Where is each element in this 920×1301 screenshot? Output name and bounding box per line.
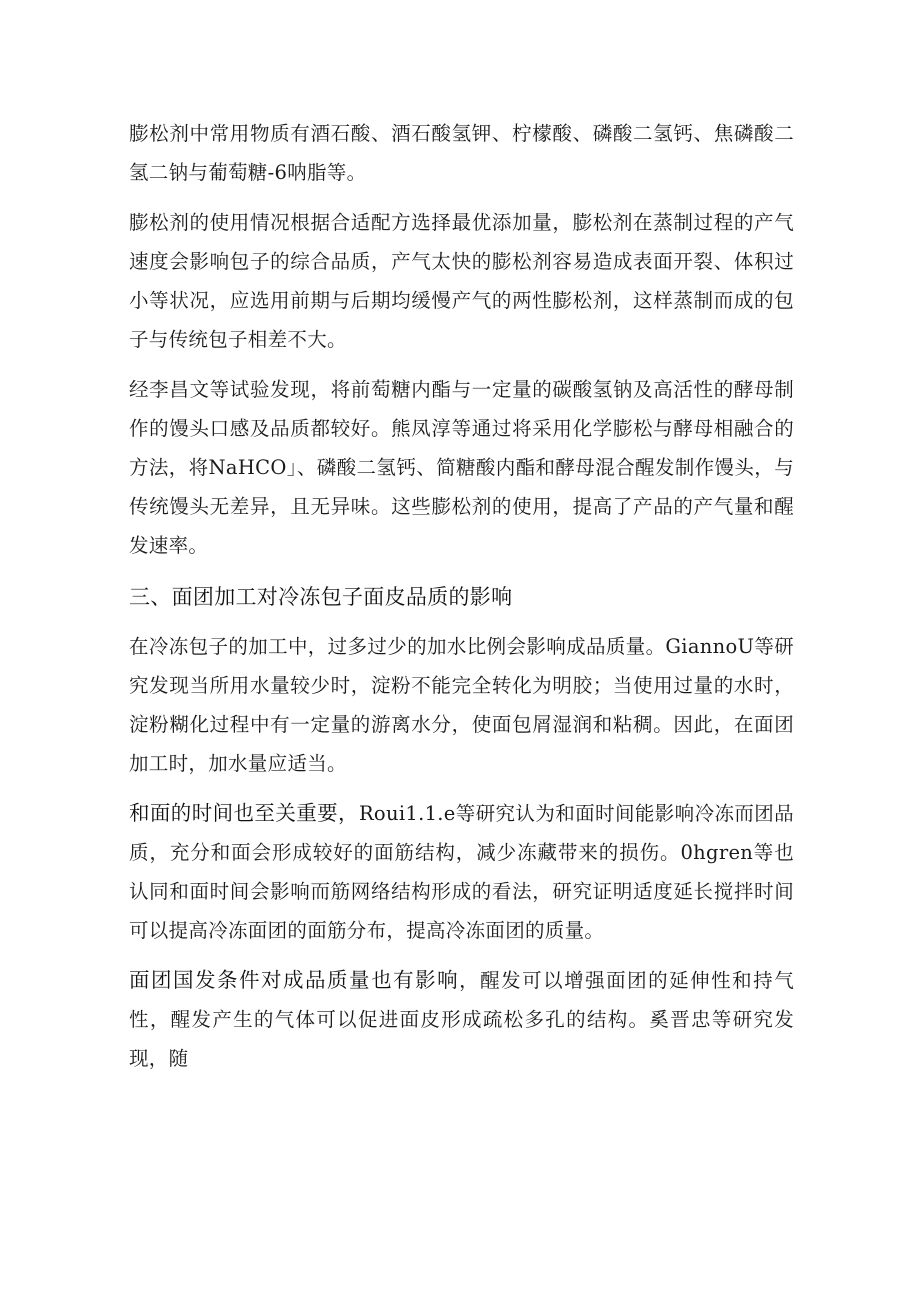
paragraph-leavening-experiments: 经李昌文等试验发现，将前萄糖内酯与一定量的碳酸氢钠及高活性的酵母制作的馒头口感及品质都较好。熊凤淳等通过将采用化学膨松与酵母相融合的方法，将NaHCO」、磷酸二氢钙、简糖酸内酯和酵母混合醒发制作馒头，与传统馒头无差异，且无异味。这些膨松剂的使用，提高了产品的产气量和醒发速率。 <box>129 378 794 557</box>
paragraph-leavening-substances: 膨松剂中常用物质有酒石酸、酒石酸氢钾、柠檬酸、磷酸二氢钙、焦磷酸二氢二钠与葡萄糖-6呐脂等。 <box>129 122 794 184</box>
paragraph-lead-text: 和面的时间也至关重要， <box>129 801 359 825</box>
paragraph-leavening-usage: 膨松剂的使用情况根据合适配方选择最优添加量，膨松剂在蒸制过程的产气速度会影响包子的综合品质，产气太快的膨松剂容易造成表面开裂、体积过小等状况，应选用前期与后期均缓慢产气的两性膨松剂，这样蒸制而成的包子与传统包子相差不大。 <box>129 211 794 351</box>
paragraph-lead-text: 面团国发条件对成品质量也有影响 <box>129 968 460 992</box>
paragraph-body-text: Roui1.1.e等研究认为和面时间能影响冷冻而团品质，充分和面会形成较好的面筋结构，减少冻藏带来的损伤。0hgren等也认同和面时间会影响而筋网络结构形成的看法，研究证明适度延长搅拌时间可以提高冷冻面团的面筋分布，提高冷冻面团的质量。 <box>129 802 794 942</box>
paragraph-proofing-conditions <box>129 961 794 1078</box>
paragraph-mixing-time <box>129 794 794 950</box>
document-body <box>129 114 794 1089</box>
section-heading: 三、面团加工对冷冻包子面皮品质的影响 <box>129 585 513 609</box>
paragraph-water-ratio: 在冷冻包子的加工中，过多过少的加水比例会影响成品质量。GiannoU等研究发现当所用水量较少时，淀粉不能完全转化为明胶；当使用过量的水时，淀粉糊化过程中有一定量的游离水分，使面包屑湿润和粘稠。因此，在面团加工时，加水量应适当。 <box>129 635 794 775</box>
paragraph-body-text: ，醒发可以增强面团的延伸性和持气性，醒发产生的气体可以促进面皮形成疏松多孔的结构。奚晋忠等研究发现，随 <box>129 969 794 1070</box>
